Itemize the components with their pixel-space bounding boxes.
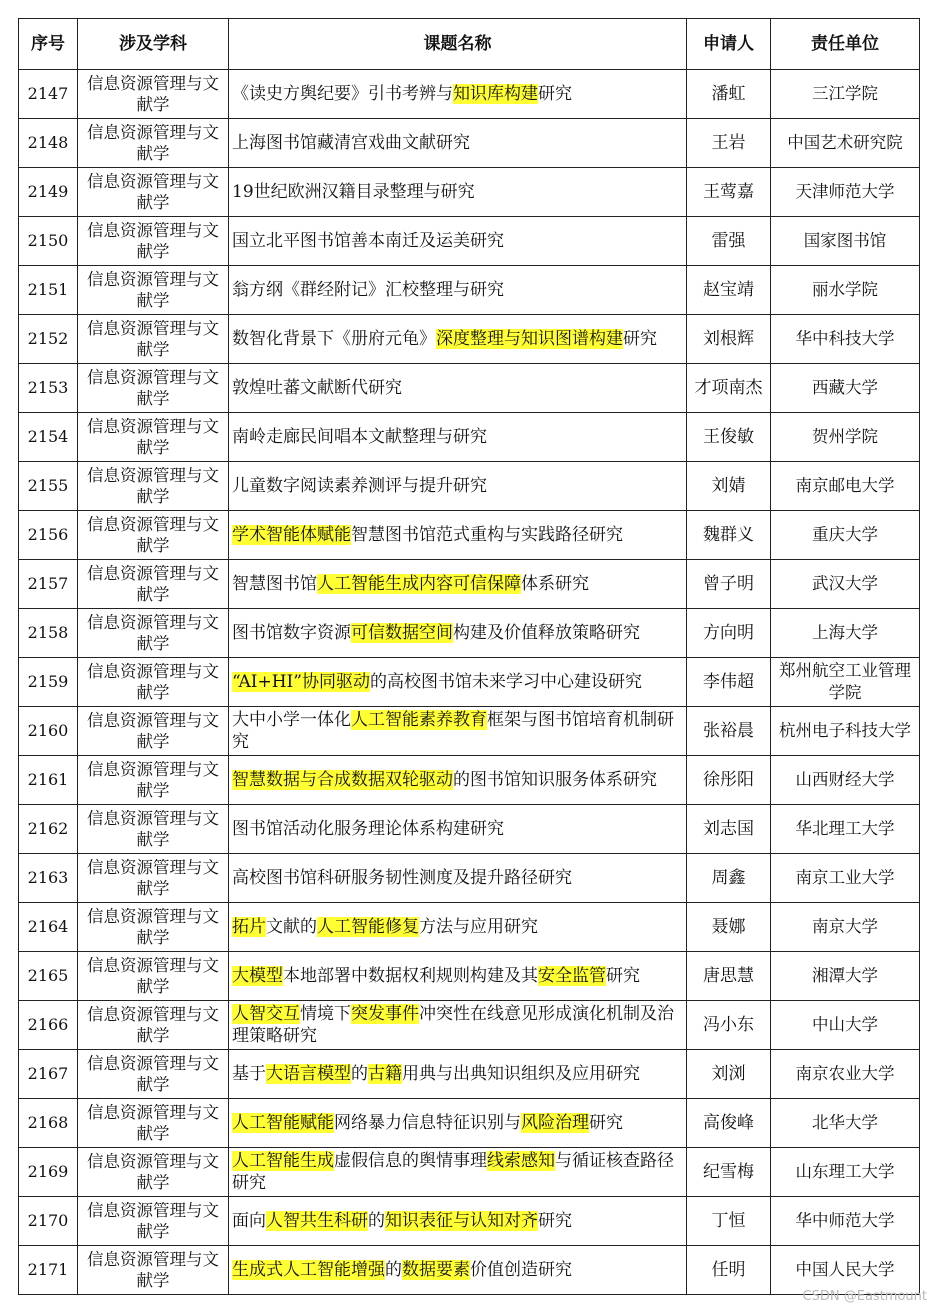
row-number: 2170 — [19, 1197, 78, 1246]
row-number: 2154 — [19, 413, 78, 462]
row-number: 2155 — [19, 462, 78, 511]
highlighted-keyword: 深度整理与知识图谱构建 — [436, 329, 623, 349]
row-title — [229, 1001, 687, 1050]
row-applicant: 方向明 — [687, 609, 771, 658]
row-subject: 信息资源管理与文献学 — [78, 560, 229, 609]
row-applicant: 高俊峰 — [687, 1099, 771, 1148]
title-text: 图书馆活动化服务理论体系构建研究 — [232, 819, 504, 839]
row-unit: 三江学院 — [771, 70, 920, 119]
title-text: 研究 — [589, 1113, 623, 1133]
table-row — [19, 560, 920, 609]
table-row — [19, 805, 920, 854]
highlighted-keyword: 大语言模型 — [266, 1064, 351, 1084]
row-title — [229, 658, 687, 707]
highlighted-keyword: 数据要素 — [402, 1260, 470, 1280]
row-title — [229, 952, 687, 1001]
row-applicant: 王岩 — [687, 119, 771, 168]
title-text: 的 — [351, 1064, 368, 1084]
row-number: 2164 — [19, 903, 78, 952]
header-no: 序号 — [19, 19, 78, 70]
table-row — [19, 854, 920, 903]
highlighted-keyword: 知识库构建 — [453, 84, 538, 104]
row-subject: 信息资源管理与文献学 — [78, 805, 229, 854]
highlighted-keyword: 人工智能生成 — [232, 1151, 334, 1171]
title-text: 研究 — [538, 1211, 572, 1231]
row-applicant: 曾子明 — [687, 560, 771, 609]
row-number: 2157 — [19, 560, 78, 609]
table-row — [19, 168, 920, 217]
row-unit: 郑州航空工业管理学院 — [771, 658, 920, 707]
title-text: 智慧图书馆 — [232, 574, 317, 594]
title-text: 的图书馆知识服务体系研究 — [453, 770, 657, 790]
row-number: 2165 — [19, 952, 78, 1001]
title-text: 的 — [385, 1260, 402, 1280]
highlighted-keyword: 生成式人工智能增强 — [232, 1260, 385, 1280]
highlighted-keyword: 智慧数据与合成数据双轮驱动 — [232, 770, 453, 790]
row-number: 2160 — [19, 707, 78, 756]
row-subject: 信息资源管理与文献学 — [78, 511, 229, 560]
row-title — [229, 756, 687, 805]
title-text: 19世纪欧洲汉籍目录整理与研究 — [232, 182, 475, 202]
row-unit: 南京大学 — [771, 903, 920, 952]
row-subject: 信息资源管理与文献学 — [78, 756, 229, 805]
row-unit: 中山大学 — [771, 1001, 920, 1050]
row-subject: 信息资源管理与文献学 — [78, 952, 229, 1001]
table-row — [19, 462, 920, 511]
row-number: 2169 — [19, 1148, 78, 1197]
highlighted-keyword: 突发事件 — [351, 1004, 419, 1024]
row-subject: 信息资源管理与文献学 — [78, 70, 229, 119]
highlighted-keyword: 大模型 — [232, 966, 283, 986]
title-text: 文献的 — [266, 917, 317, 937]
row-applicant: 雷强 — [687, 217, 771, 266]
row-title — [229, 413, 687, 462]
title-text: 大中小学一体化 — [232, 710, 351, 730]
row-unit: 中国人民大学 — [771, 1246, 920, 1295]
row-unit: 杭州电子科技大学 — [771, 707, 920, 756]
row-title — [229, 805, 687, 854]
row-unit: 国家图书馆 — [771, 217, 920, 266]
title-text: 与循证核查路径研究 — [232, 1151, 674, 1193]
title-text: 虚假信息的舆情事理 — [334, 1151, 487, 1171]
row-title — [229, 119, 687, 168]
title-text: 情境下 — [300, 1004, 351, 1024]
title-text: 研究 — [606, 966, 640, 986]
row-applicant: 任明 — [687, 1246, 771, 1295]
title-text: 图书馆数字资源 — [232, 623, 351, 643]
title-text: 上海图书馆藏清宫戏曲文献研究 — [232, 133, 470, 153]
row-unit: 贺州学院 — [771, 413, 920, 462]
row-applicant: 才项南杰 — [687, 364, 771, 413]
header-unit: 责任单位 — [771, 19, 920, 70]
row-unit: 南京邮电大学 — [771, 462, 920, 511]
table-row — [19, 756, 920, 805]
row-subject: 信息资源管理与文献学 — [78, 217, 229, 266]
row-number: 2159 — [19, 658, 78, 707]
row-title — [229, 168, 687, 217]
row-title — [229, 1050, 687, 1099]
table-row — [19, 315, 920, 364]
header-applicant: 申请人 — [687, 19, 771, 70]
row-subject: 信息资源管理与文献学 — [78, 119, 229, 168]
row-subject: 信息资源管理与文献学 — [78, 1197, 229, 1246]
title-text: 网络暴力信息特征识别与 — [334, 1113, 521, 1133]
row-title — [229, 560, 687, 609]
row-applicant: 潘虹 — [687, 70, 771, 119]
row-title — [229, 1099, 687, 1148]
row-number: 2171 — [19, 1246, 78, 1295]
row-subject: 信息资源管理与文献学 — [78, 315, 229, 364]
row-number: 2149 — [19, 168, 78, 217]
row-number: 2152 — [19, 315, 78, 364]
row-applicant: 王俊敏 — [687, 413, 771, 462]
table-row — [19, 1099, 920, 1148]
project-table — [18, 18, 920, 1295]
row-title — [229, 1197, 687, 1246]
row-applicant: 纪雪梅 — [687, 1148, 771, 1197]
table-row — [19, 266, 920, 315]
title-text: 国立北平图书馆善本南迁及运美研究 — [232, 231, 504, 251]
table-row — [19, 1050, 920, 1099]
row-subject: 信息资源管理与文献学 — [78, 1099, 229, 1148]
row-subject: 信息资源管理与文献学 — [78, 168, 229, 217]
title-text: 价值创造研究 — [470, 1260, 572, 1280]
row-applicant: 徐彤阳 — [687, 756, 771, 805]
row-applicant: 刘婧 — [687, 462, 771, 511]
row-applicant: 唐思慧 — [687, 952, 771, 1001]
row-number: 2148 — [19, 119, 78, 168]
row-title — [229, 609, 687, 658]
table-row — [19, 1148, 920, 1197]
row-applicant: 张裕晨 — [687, 707, 771, 756]
row-unit: 重庆大学 — [771, 511, 920, 560]
table-row — [19, 413, 920, 462]
row-number: 2162 — [19, 805, 78, 854]
row-title — [229, 1246, 687, 1295]
table-row — [19, 1246, 920, 1295]
row-subject: 信息资源管理与文献学 — [78, 707, 229, 756]
row-applicant: 聂娜 — [687, 903, 771, 952]
row-unit: 丽水学院 — [771, 266, 920, 315]
row-subject: 信息资源管理与文献学 — [78, 266, 229, 315]
row-unit: 华中师范大学 — [771, 1197, 920, 1246]
highlighted-keyword: 风险治理 — [521, 1113, 589, 1133]
table-row — [19, 511, 920, 560]
row-title — [229, 315, 687, 364]
highlighted-keyword: 人工智能素养教育 — [351, 710, 487, 730]
table-row — [19, 609, 920, 658]
row-subject: 信息资源管理与文献学 — [78, 609, 229, 658]
table-row — [19, 707, 920, 756]
title-text: 数智化背景下《册府元龟》 — [232, 329, 436, 349]
title-text: 的高校图书馆未来学习中心建设研究 — [369, 672, 642, 692]
row-unit: 山东理工大学 — [771, 1148, 920, 1197]
row-number: 2156 — [19, 511, 78, 560]
table-body — [19, 70, 920, 1295]
highlighted-keyword: 人工智能修复 — [317, 917, 419, 937]
highlighted-keyword: 拓片 — [232, 917, 266, 937]
highlighted-keyword: 可信数据空间 — [351, 623, 453, 643]
row-title — [229, 903, 687, 952]
row-subject: 信息资源管理与文献学 — [78, 658, 229, 707]
table-row — [19, 70, 920, 119]
row-applicant: 魏群义 — [687, 511, 771, 560]
highlighted-keyword: 人工智能赋能 — [232, 1113, 334, 1133]
row-title — [229, 854, 687, 903]
row-subject: 信息资源管理与文献学 — [78, 413, 229, 462]
title-text: 儿童数字阅读素养测评与提升研究 — [232, 476, 487, 496]
title-text: 的 — [368, 1211, 385, 1231]
row-subject: 信息资源管理与文献学 — [78, 1246, 229, 1295]
row-unit: 天津师范大学 — [771, 168, 920, 217]
title-text: 智慧图书馆范式重构与实践路径研究 — [351, 525, 623, 545]
title-text: 用典与出典知识组织及应用研究 — [402, 1064, 640, 1084]
title-text: 本地部署中数据权利规则构建及其 — [283, 966, 538, 986]
table-row — [19, 658, 920, 707]
table-row — [19, 119, 920, 168]
table-row — [19, 952, 920, 1001]
title-text: 面向 — [232, 1211, 266, 1231]
header-title: 课题名称 — [229, 19, 687, 70]
row-title — [229, 511, 687, 560]
title-text: 高校图书馆科研服务韧性测度及提升路径研究 — [232, 868, 572, 888]
row-unit: 西藏大学 — [771, 364, 920, 413]
row-number: 2168 — [19, 1099, 78, 1148]
title-text: 《读史方舆纪要》引书考辨与 — [232, 84, 453, 104]
row-subject: 信息资源管理与文献学 — [78, 462, 229, 511]
row-title — [229, 364, 687, 413]
row-applicant: 王莺嘉 — [687, 168, 771, 217]
row-unit: 中国艺术研究院 — [771, 119, 920, 168]
title-text: 南岭走廊民间唱本文献整理与研究 — [232, 427, 487, 447]
row-unit: 南京工业大学 — [771, 854, 920, 903]
title-text: 冲突性在线意见形成演化机制及治理策略研究 — [232, 1004, 674, 1046]
table-row — [19, 1001, 920, 1050]
row-number: 2166 — [19, 1001, 78, 1050]
row-unit: 南京农业大学 — [771, 1050, 920, 1099]
highlighted-keyword: 人智共生科研 — [266, 1211, 368, 1231]
row-subject: 信息资源管理与文献学 — [78, 364, 229, 413]
highlighted-keyword: 线索感知 — [487, 1151, 555, 1171]
row-title — [229, 217, 687, 266]
row-applicant: 冯小东 — [687, 1001, 771, 1050]
title-text: 体系研究 — [521, 574, 589, 594]
row-unit: 湘潭大学 — [771, 952, 920, 1001]
highlighted-keyword: “AI+HI”协同驱动 — [232, 672, 370, 692]
row-title — [229, 707, 687, 756]
title-text: 基于 — [232, 1064, 266, 1084]
row-applicant: 刘志国 — [687, 805, 771, 854]
table-row — [19, 1197, 920, 1246]
row-applicant: 刘浏 — [687, 1050, 771, 1099]
row-unit: 武汉大学 — [771, 560, 920, 609]
row-number: 2161 — [19, 756, 78, 805]
highlighted-keyword: 学术智能体赋能 — [232, 525, 351, 545]
row-subject: 信息资源管理与文献学 — [78, 1001, 229, 1050]
row-number: 2147 — [19, 70, 78, 119]
row-number: 2167 — [19, 1050, 78, 1099]
title-text: 构建及价值释放策略研究 — [453, 623, 640, 643]
highlighted-keyword: 安全监管 — [538, 966, 606, 986]
row-subject: 信息资源管理与文献学 — [78, 1148, 229, 1197]
row-title — [229, 1148, 687, 1197]
row-number: 2150 — [19, 217, 78, 266]
row-subject: 信息资源管理与文献学 — [78, 854, 229, 903]
row-number: 2163 — [19, 854, 78, 903]
highlighted-keyword: 知识表征与认知对齐 — [385, 1211, 538, 1231]
highlighted-keyword: 古籍 — [368, 1064, 402, 1084]
row-number: 2151 — [19, 266, 78, 315]
row-unit: 北华大学 — [771, 1099, 920, 1148]
title-text: 方法与应用研究 — [419, 917, 538, 937]
row-unit: 华北理工大学 — [771, 805, 920, 854]
title-text: 敦煌吐蕃文献断代研究 — [232, 378, 402, 398]
watermark: CSDN @Eastmount — [802, 1289, 927, 1304]
row-unit: 山西财经大学 — [771, 756, 920, 805]
row-applicant: 周鑫 — [687, 854, 771, 903]
highlighted-keyword: 人工智能生成内容可信保障 — [317, 574, 521, 594]
header-subject: 涉及学科 — [78, 19, 229, 70]
row-applicant: 李伟超 — [687, 658, 771, 707]
title-text: 框架与图书馆培育机制研究 — [232, 710, 674, 752]
row-unit: 上海大学 — [771, 609, 920, 658]
title-text: 研究 — [623, 329, 657, 349]
row-title — [229, 70, 687, 119]
row-title — [229, 266, 687, 315]
row-unit: 华中科技大学 — [771, 315, 920, 364]
row-applicant: 刘根辉 — [687, 315, 771, 364]
row-applicant: 赵宝靖 — [687, 266, 771, 315]
table-row — [19, 903, 920, 952]
table-row — [19, 364, 920, 413]
row-applicant: 丁恒 — [687, 1197, 771, 1246]
table-row — [19, 217, 920, 266]
title-text: 翁方纲《群经附记》汇校整理与研究 — [232, 280, 504, 300]
row-subject: 信息资源管理与文献学 — [78, 1050, 229, 1099]
highlighted-keyword: 人智交互 — [232, 1004, 300, 1024]
row-title — [229, 462, 687, 511]
row-subject: 信息资源管理与文献学 — [78, 903, 229, 952]
row-number: 2153 — [19, 364, 78, 413]
header-row — [19, 19, 920, 70]
row-number: 2158 — [19, 609, 78, 658]
title-text: 研究 — [538, 84, 572, 104]
